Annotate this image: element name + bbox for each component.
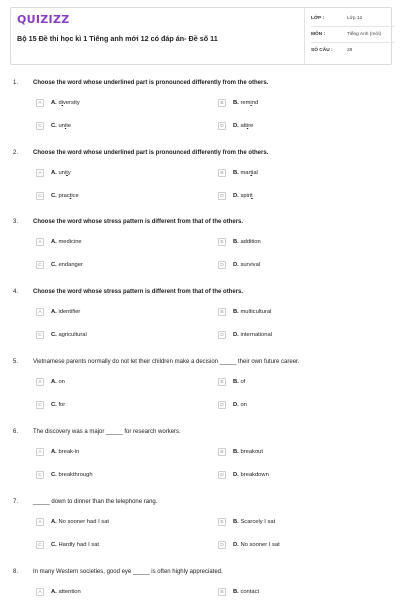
option-letter-box: A — [36, 518, 44, 526]
question-text: Vietnamese parents normally do not let their children make a decision _____ their own future career. — [33, 359, 300, 365]
option-letter-box: C — [36, 401, 44, 409]
option-letter-box: B — [218, 448, 226, 456]
option-letter-box: B — [218, 378, 226, 386]
option-letter-box: B — [218, 99, 226, 107]
option-letter-box: D — [218, 192, 226, 200]
question-text: The discovery was a major _____ for research workers. — [33, 429, 181, 435]
option-letter-box: A — [36, 169, 44, 177]
option-letter-box: D — [218, 261, 226, 269]
option-letter-box: C — [36, 541, 44, 549]
meta-grade-value: Lớp 12 — [347, 16, 363, 21]
header-divider — [304, 8, 305, 64]
option-letter-box: D — [218, 331, 226, 339]
option-letter-box: A — [36, 308, 44, 316]
option-letter-box: C — [36, 192, 44, 200]
meta-count-label: SỐ CÂU : — [311, 48, 333, 53]
option-letter-box: C — [36, 261, 44, 269]
option-letter-box: B — [218, 518, 226, 526]
meta-separator — [311, 42, 395, 43]
option-letter-box: A — [36, 588, 44, 596]
option-letter-box: B — [218, 169, 226, 177]
meta-subject-value: Tiếng Anh (mới) — [347, 32, 382, 37]
meta-separator — [311, 26, 395, 27]
worksheet-page: QUIZIZZ Bộ 15 Đề thi học kì 1 Tiếng anh mới 12 có đáp án- Đề số 11 LỚP : Lớp 12 MÔN : Tiếng Anh (mới) SỐ CÂU : 28 1. Choose the word whose underlined part is pronounced differently from the others. A A. diversity B B. remind C C. unite D D. attire 2. Choose the word whose underlined part is pronounced differently from the others. A A. unity B B. martial C C. practice D D. spirit 3. Choose the word whose stress pattern is different from that of the others. A A. medicine B B. addition C C. endanger D D. survival 4. Choose the word whose stress pattern is different from that of the others. A A. identifier B B. multicultural C C. agricultural D D. international 5. Vietnamese parents normally do not let their children make a decision _____ their own future career. A A. on B B. of C C. for D D. on 6. The discovery was a major _____ for research workers. A A. break-in B B. breakout C C. breakthrough D D. breakdown 7. _____ down to dinner than the telephone rang. A A. No sooner had I sat B B. Scarcely I sat C C. Hardly had I sat D D. No sooner I sat 8. In many Western societies, good eye _____ is often highly appreciated. A A. attention B B. contact — [0, 0, 400, 600]
question-number: 2. — [13, 150, 19, 156]
option-letter-box: D — [218, 541, 226, 549]
question-number: 3. — [13, 219, 19, 225]
option-letter-box: A — [36, 238, 44, 246]
question-number: 6. — [13, 429, 19, 435]
question-text: Choose the word whose underlined part is pronounced differently from the others. — [33, 80, 269, 86]
question-text: Choose the word whose underlined part is pronounced differently from the others. — [33, 150, 269, 156]
question-number: 4. — [13, 289, 19, 295]
question-number: 1. — [13, 80, 19, 86]
option-letter-box: C — [36, 331, 44, 339]
option-letter-box: D — [218, 122, 226, 130]
meta-grade-label: LỚP : — [311, 16, 325, 21]
option-letter-box: C — [36, 122, 44, 130]
question-text: _____ down to dinner than the telephone rang. — [33, 499, 158, 505]
option-letter-box: A — [36, 448, 44, 456]
meta-subject-label: MÔN : — [311, 32, 326, 37]
question-number: 5. — [13, 359, 19, 365]
question-number: 8. — [13, 569, 19, 575]
quizizz-logo: QUIZIZZ — [17, 13, 70, 26]
option-letter-box: B — [218, 308, 226, 316]
question-text: Choose the word whose stress pattern is different from that of the others. — [33, 219, 244, 225]
document-title: Bộ 15 Đề thi học kì 1 Tiếng anh mới 12 có đáp án- Đề số 11 — [17, 34, 218, 43]
option-letter-box: D — [218, 401, 226, 409]
option-letter-box: D — [218, 471, 226, 479]
option-letter-box: B — [218, 588, 226, 596]
question-text: In many Western societies, good eye _____ is often highly appreciated. — [33, 569, 223, 575]
option-letter-box: A — [36, 99, 44, 107]
question-number: 7. — [13, 499, 19, 505]
option-letter-box: A — [36, 378, 44, 386]
meta-count-value: 28 — [347, 48, 353, 53]
option-letter-box: C — [36, 471, 44, 479]
worksheet-header — [10, 7, 392, 65]
question-text: Choose the word whose stress pattern is different from that of the others. — [33, 289, 244, 295]
option-letter-box: B — [218, 238, 226, 246]
